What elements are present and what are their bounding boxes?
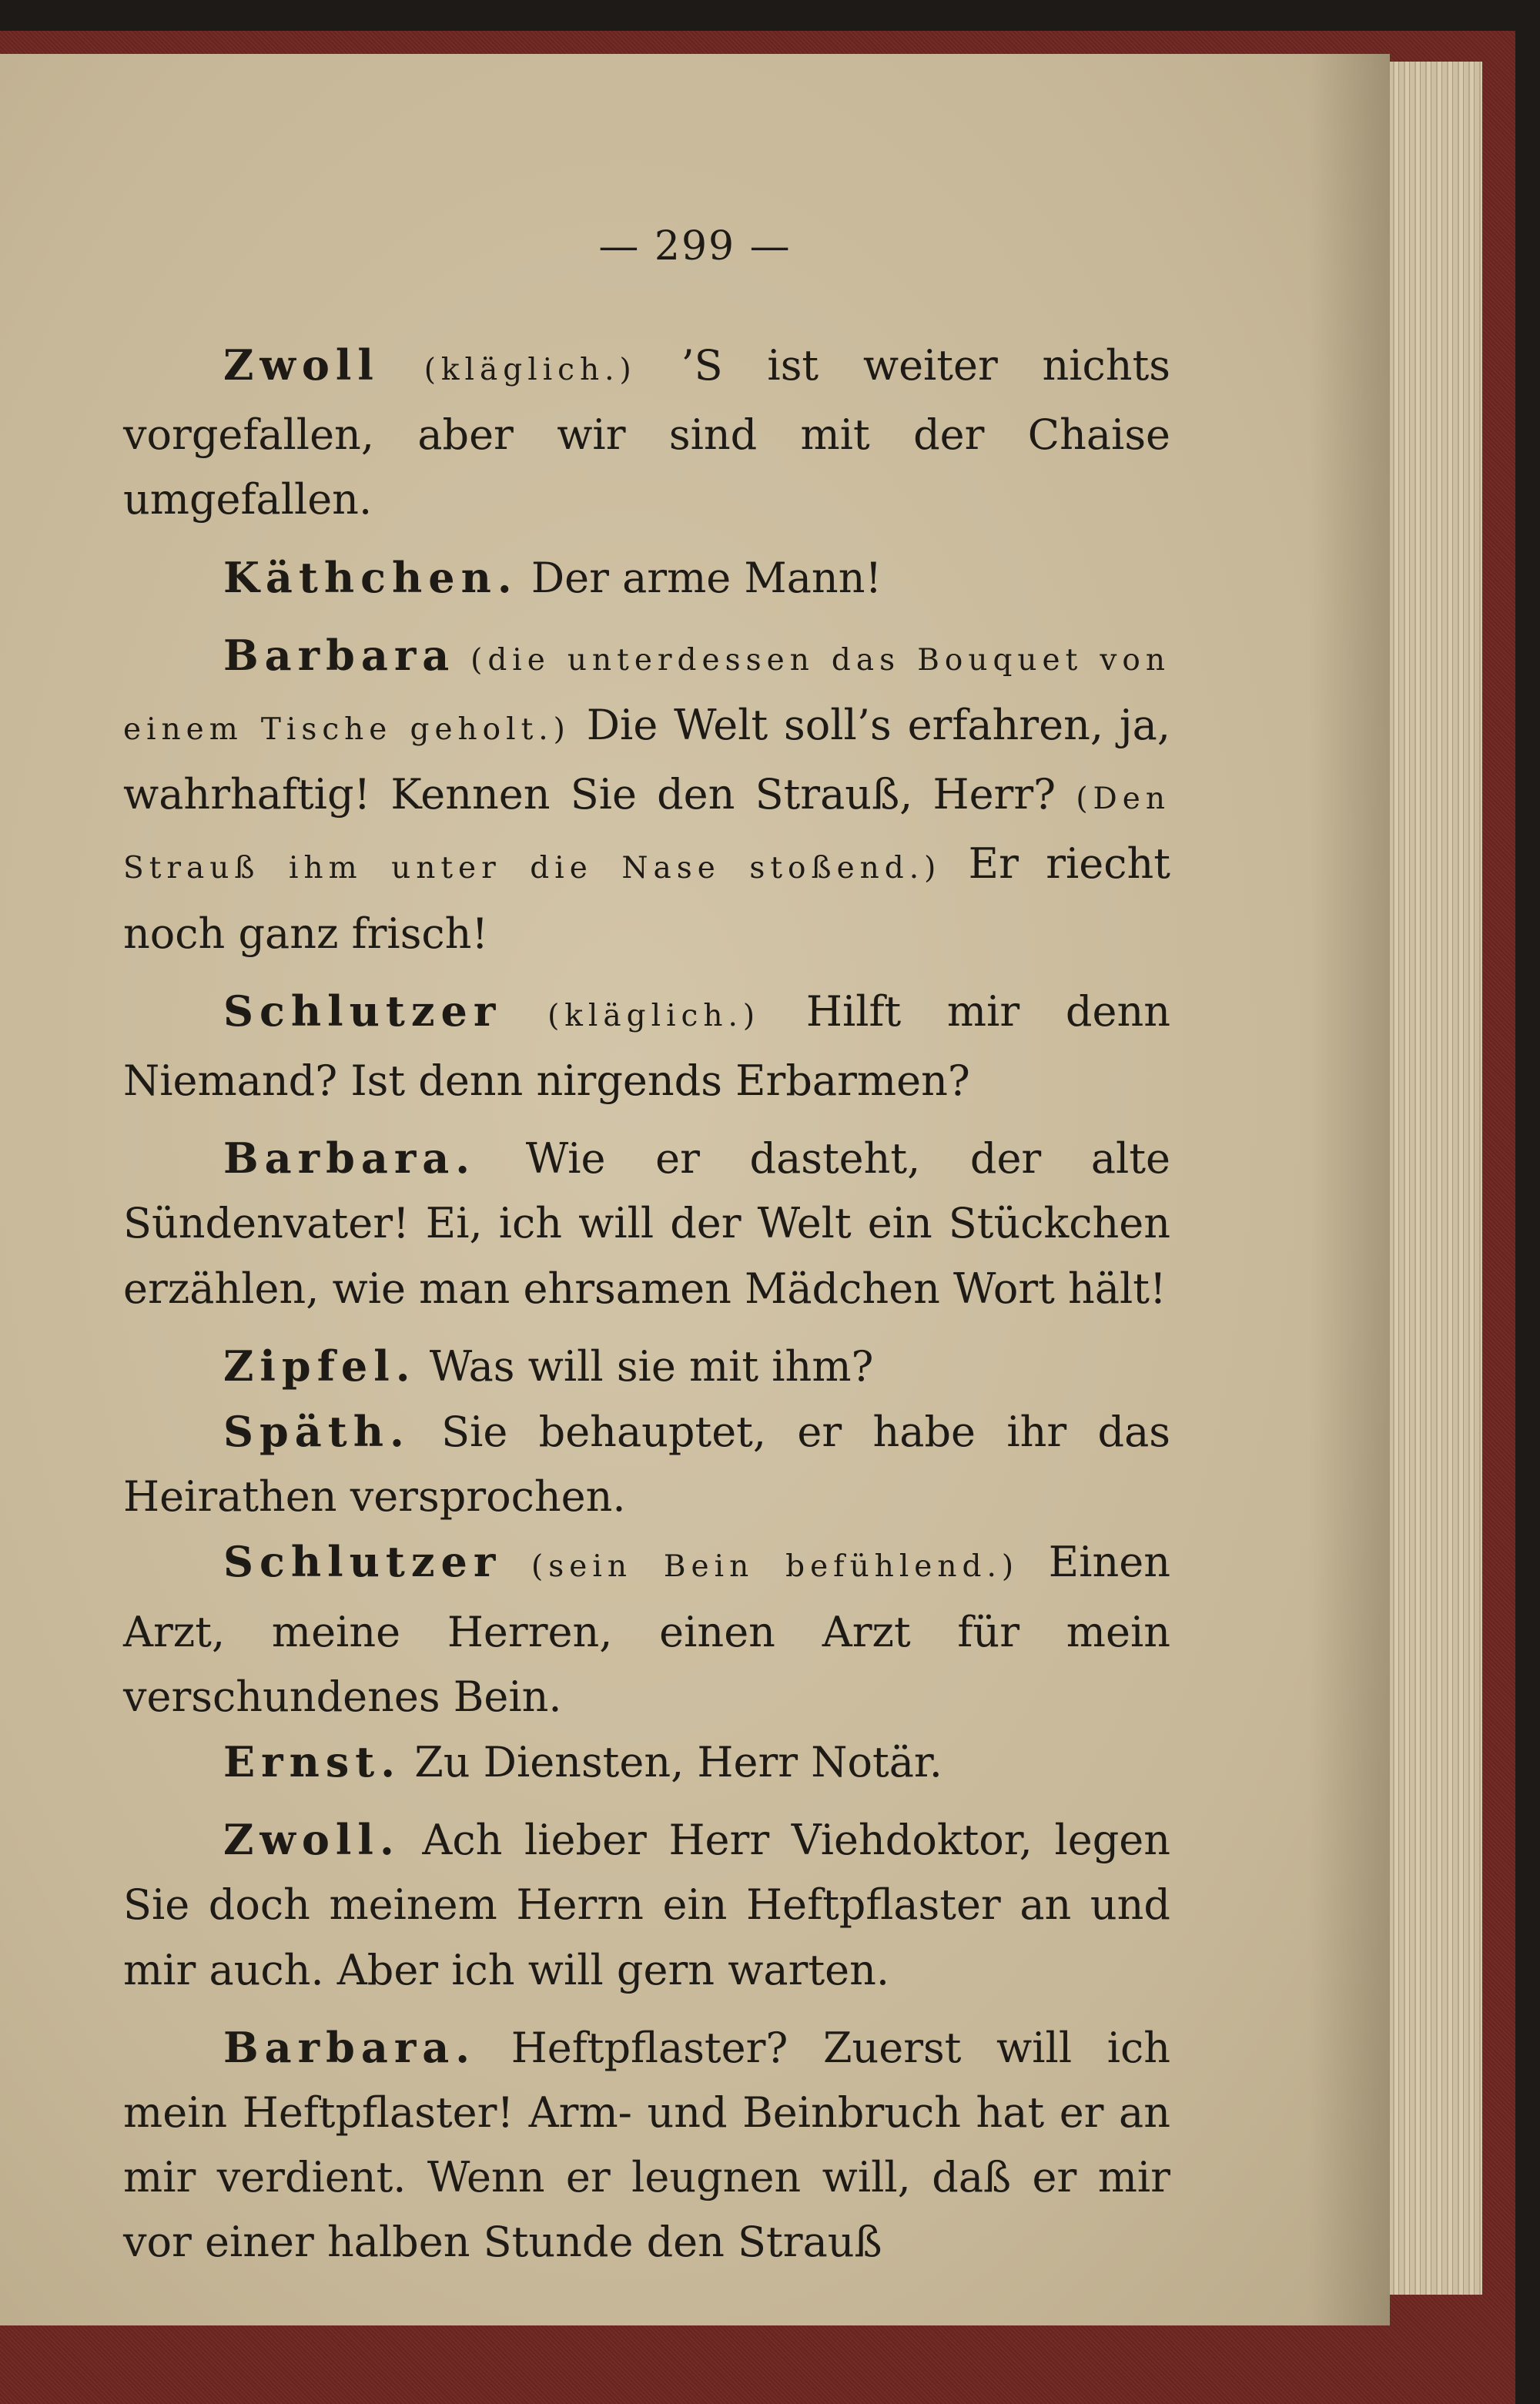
dialogue-text: Wie er dasteht, der alte Sündenvater! Ei, ich will der Welt ein Stückchen erzählen, wie man ehrsamen Mädchen Wort hält! xyxy=(123,1134,1170,1313)
stage-direction: (kläglich.) xyxy=(547,998,761,1033)
paragraph-zwoll-1 xyxy=(123,333,1170,533)
page-text xyxy=(123,333,1170,2275)
dialogue-text: Zu Diensten, Herr Notär. xyxy=(414,1738,942,1787)
speaker-name: Späth. xyxy=(223,1407,410,1457)
paragraph-barbara-3 xyxy=(123,2015,1170,2275)
dialogue-text: Einen Arzt, meine Herren, einen Arzt für mein verschundenes Bein. xyxy=(123,1538,1170,1721)
speaker-name: Barbara. xyxy=(223,1133,477,1184)
dialogue-text: Hilft mir denn Niemand? Ist denn nirgends Erbarmen? xyxy=(123,986,1170,1106)
speaker-name: Zwoll. xyxy=(223,1815,400,1865)
dialogue-text: Der arme Mann! xyxy=(531,553,882,602)
paragraph-zipfel xyxy=(123,1334,1170,1399)
dialogue-text: ’S ist weiter nichts vorgefallen, aber wir sind mit der Chaise umgefallen. xyxy=(123,341,1170,524)
speaker-name: Ernst. xyxy=(223,1737,402,1787)
speaker-name: Barbara. xyxy=(223,2022,477,2072)
paragraph-schlutzer-1 xyxy=(123,979,1170,1113)
page-shadow xyxy=(1309,54,1390,2325)
paragraph-kaethchen xyxy=(123,545,1170,611)
paragraph-barbara-2 xyxy=(123,1126,1170,1321)
speaker-name: Schlutzer xyxy=(223,986,502,1036)
page-number-header: — 299 — xyxy=(598,223,792,270)
dialogue-text: Was will sie mit ihm? xyxy=(429,1341,874,1391)
stage-direction: (die unterdessen das Bouquet von einem Tische geholt.) xyxy=(123,642,1170,748)
stage-direction: (sein Bein befühlend.) xyxy=(531,1549,1019,1585)
dialogue-text: Die Welt soll’s erfahren, ja, wahrhaftig! Kennen Sie den Strauß, Herr? xyxy=(123,701,1170,819)
speaker-name: Zipfel. xyxy=(223,1341,417,1391)
paragraph-schlutzer-2 xyxy=(123,1529,1170,1729)
paragraph-ernst xyxy=(123,1729,1170,1795)
paragraph-zwoll-2 xyxy=(123,1807,1170,2003)
speaker-name: Schlutzer xyxy=(223,1537,502,1587)
speaker-name: Käthchen. xyxy=(223,552,518,602)
paragraph-spaeth xyxy=(123,1399,1170,1529)
dialogue-text: Er riecht noch ganz frisch! xyxy=(123,839,1170,958)
stage-direction: (kläglich.) xyxy=(424,353,637,387)
stage-direction: (Den Strauß ihm unter die Nase stoßend.) xyxy=(123,782,1170,886)
speaker-name: Zwoll xyxy=(223,340,380,390)
dialogue-text: Ach lieber Herr Viehdoktor, legen Sie doch meinem Herrn ein Heftpflaster an und mir auch. Aber ich will gern warten. xyxy=(123,1816,1170,1994)
dialogue-text: Sie behauptet, er habe ihr das Heirathen versprochen. xyxy=(123,1408,1170,1522)
paragraph-barbara-1 xyxy=(123,623,1170,966)
dialogue-text: Heftpflaster? Zuerst will ich mein Heftpflaster! Arm- und Beinbruch hat er an mir verdient. Wenn er leugnen will, daß er mir vor einer halben Stunde den Strauß xyxy=(123,2023,1171,2267)
speaker-name: Barbara xyxy=(223,630,456,680)
